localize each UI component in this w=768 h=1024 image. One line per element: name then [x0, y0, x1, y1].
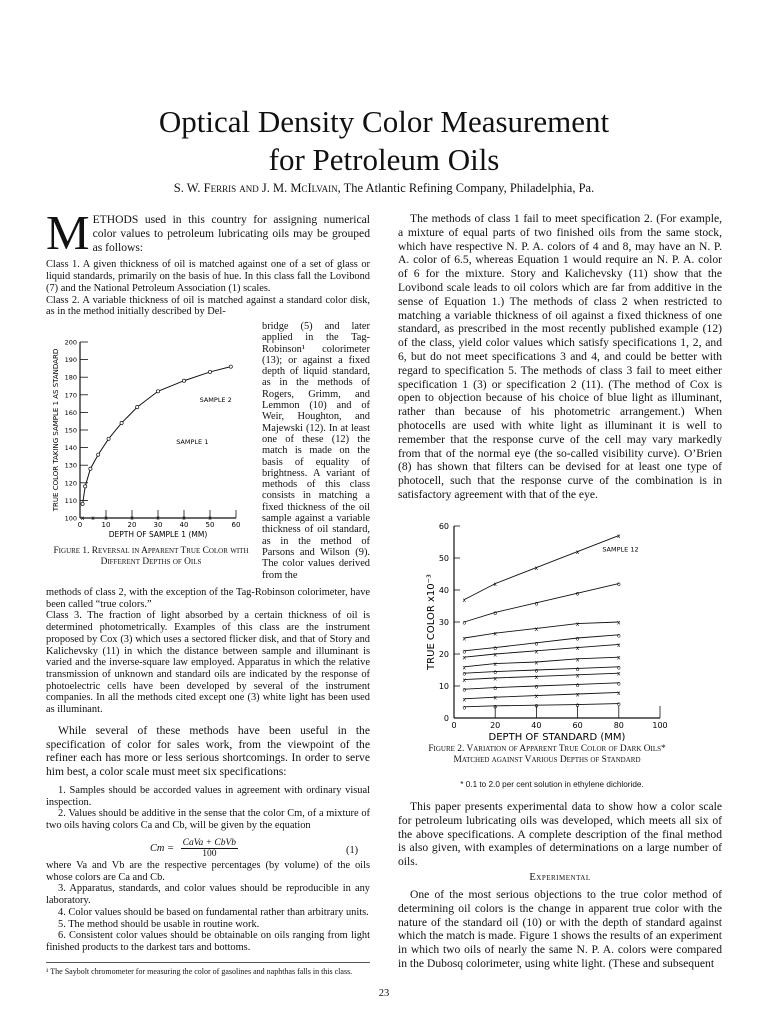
- series-point: o: [575, 665, 580, 673]
- series-point: x: [534, 565, 539, 573]
- equation-number: (1): [346, 845, 359, 856]
- sample-2-point: [182, 379, 185, 382]
- series-point: o: [616, 664, 621, 672]
- page-number: 23: [378, 988, 390, 999]
- sample-2-point: [89, 467, 92, 470]
- series-point: o: [493, 609, 498, 617]
- x-tick-label: 60: [572, 721, 583, 730]
- series-point: o: [462, 686, 467, 694]
- y-tick-label: 20: [438, 650, 449, 659]
- figure-2-chart: [420, 518, 670, 744]
- series-point: o: [462, 704, 467, 712]
- series-point: x: [617, 670, 621, 678]
- series-point: x: [462, 696, 467, 704]
- drop-cap: M: [46, 205, 90, 260]
- series-point: x: [617, 619, 621, 627]
- byline: [0, 181, 768, 196]
- y-tick-label: 130: [64, 461, 77, 470]
- series-point: o: [493, 703, 498, 711]
- authors: S. W. Ferris and J. M. McIlvain,: [173, 181, 341, 195]
- series-line: [464, 689, 621, 701]
- series-point: x: [575, 621, 580, 629]
- y-tick-label: 150: [64, 426, 77, 435]
- class2-paragraph-end: methods of class 2, with the exception of the Tag-Robinson colorimeter, have been called “true colors.”: [46, 587, 370, 610]
- figure-1-chart: [46, 330, 256, 544]
- series-point: o: [575, 590, 580, 598]
- sample-1-point: x: [104, 515, 108, 522]
- x-tick-label: 0: [77, 521, 83, 529]
- series-point: o: [493, 645, 498, 653]
- series-point: x: [617, 533, 621, 541]
- left-column-lower: [46, 587, 370, 832]
- y-tick-label: 160: [64, 408, 77, 417]
- wrap-paragraph: bridge (5) and later applied in the Tag-Robinson¹ colorimeter (13); or against a fixed depth of liquid standard, as in the methods of Rogers, Grimm, and Lemmon (10) and of Weir, Houghton, and Majewski (12). In at least one of these (12) the match is made on the basis of equality of brightness. A variant of methods of this class consists in matching a fixed thickness of the oil sample against a variable thickness of oil standard, as in the method of Parsons and Wilson (9). The color values derived from the: [262, 321, 370, 581]
- x-axis-label: DEPTH OF STANDARD (MM): [488, 732, 626, 743]
- left-column-specs: [46, 860, 370, 954]
- series-point: o: [462, 619, 467, 627]
- series-point: x: [493, 581, 497, 589]
- y-axis-label: TRUE COLOR TAKING SAMPLE 1 AS STANDARD: [52, 348, 60, 512]
- figure-2-note: * 0.1 to 2.0 per cent solution in ethylene dichloride.: [460, 780, 644, 789]
- sample-2-point: [120, 421, 123, 424]
- intro-paragraph: ETHODS used in this country for assigning numerical color values to petroleum lubricating oils may be grouped as follows:: [92, 213, 370, 254]
- y-tick-label: 120: [64, 479, 77, 488]
- series-line: [462, 654, 621, 667]
- equation: [150, 838, 238, 859]
- x-tick-label: 80: [613, 721, 624, 730]
- series-point: o: [534, 702, 539, 710]
- y-tick-label: 170: [64, 391, 77, 400]
- y-axis-label: TRUE COLOR x10⁻³: [426, 574, 437, 670]
- sample-1-point: x: [91, 515, 95, 522]
- x-tick-label: 20: [127, 521, 137, 529]
- sample-1-point: x: [130, 515, 134, 522]
- series-point: x: [534, 659, 539, 667]
- series-point: x: [534, 625, 539, 633]
- y-tick-label: 50: [438, 554, 449, 563]
- x-tick-label: 40: [531, 721, 542, 730]
- series-point: x: [575, 549, 580, 557]
- series-point: x: [493, 651, 497, 659]
- figure-2-caption: Figure 2. Variation of Apparent True Color of Dark Oils* Matched against Various Depths of Standard: [428, 744, 666, 765]
- x-tick-label: 100: [652, 721, 668, 730]
- spec-6: 6. Consistent color values should be obtainable on oils ranging from light finished products to the darkest tars and bottoms.: [46, 930, 370, 953]
- x-tick-label: 50: [205, 521, 215, 529]
- sample-1-point: x: [182, 515, 186, 522]
- x-tick-label: 40: [179, 521, 189, 529]
- equation-lhs: Cm =: [150, 843, 175, 854]
- equation-denominator: 100: [202, 849, 217, 859]
- title-line-1: Optical Density Color Measurement: [158, 104, 610, 139]
- series-point: o: [575, 702, 580, 710]
- series-line: [462, 619, 621, 638]
- x-tick-label: 10: [101, 521, 111, 529]
- y-tick-label: 200: [64, 338, 77, 347]
- section-heading: Experimental: [529, 872, 591, 883]
- series-point: o: [534, 683, 539, 691]
- spec-3: 3. Apparatus, standards, and color values should be reproducible in any laboratory.: [46, 883, 370, 907]
- series-point: x: [493, 661, 497, 669]
- series-point: x: [617, 689, 621, 697]
- title-line-2: for Petroleum Oils: [268, 142, 500, 177]
- series-point: x: [462, 664, 467, 672]
- series-line: [464, 536, 619, 600]
- spec-2: 2. Values should be additive in the sense that the color Cm, of a mixture of two oils having colors Ca and Cb, will be given by the equation: [46, 808, 370, 832]
- series-line: [462, 670, 621, 679]
- y-tick-label: 140: [64, 444, 77, 453]
- sample-2-point: [81, 502, 84, 505]
- sample-2-point: [97, 453, 100, 456]
- right-paragraph-3: One of the most serious objections to the true color method of determining oil colors is the change in apparent true color with the nature of the standard oil (10) or with the depth of standard against which the match is made. Figure 1 shows the results of an experiment in which two oils of nearly the same N. P. A. colors were compared in the Dubosq colorimeter, using white light. (These and subsequent: [398, 888, 722, 970]
- series-point: x: [575, 645, 580, 653]
- sample-12-label: SAMPLE 12: [602, 545, 639, 554]
- while-paragraph: While several of these methods have been useful in the specification of color for sales work, from the viewpoint of the refiner each has more or less serious shortcomings. In order to serve him best, a color scale must meet six specifications:: [46, 723, 370, 779]
- series-line: [464, 702, 619, 710]
- footnote: ¹ The Saybolt chromometer for measuring the color of gasolines and naphthas falls in this class.: [46, 962, 370, 977]
- series-point: o: [616, 632, 621, 640]
- spec-5: 5. The method should be usable in routine work.: [58, 918, 260, 930]
- class2-paragraph-start: Class 2. A variable thickness of oil is matched against a standard color disk, as in the method initially described by Del-: [46, 294, 370, 318]
- series-point: x: [617, 654, 621, 662]
- right-paragraph-1: The methods of class 1 fail to meet specification 2. (For example, a mixture of equal parts of two finished oils from the same stock, which have respective N. P. A. colors of 4 and 8, may have an N. P. A. color of 6.5, whereas Equation 1 would require an N. P. A. color of 6 for the mixture. Story and Kalichevsky (11) show that the Lovibond scale leads to oil colors which are far from additive in the sense of Equation 1.) The methods of class 2 when restricted to matching a variable thickness of oil against a fixed thickness of one standard, as prescribed in the most recently published example (12) of the class, yield color values which satisfy specifications 1, 2, and 6, but do not meet specifications 3 and 4, and could be better with regard to specification 5. The methods of class 3 fail to meet either specification 1 (3) or specification 2 (11). (The method of Cox is open to objection because of his choice of blue light as illuminant, rather than because of his photometric arrangement.) When photocells are used with white light as illuminant it is well to remember that the response curve of the cell may vary markedly from that of the normal eye (the so-called visibility curve). O’Brien (8) has shown that filters can be devised for at least one type of photocell, such that the response curve of the combination is in satisfactory agreement with that of the eye.: [398, 212, 722, 501]
- sample-2-point: [107, 437, 110, 440]
- y-tick-label: 180: [64, 373, 77, 382]
- sample-2-point: [156, 390, 159, 393]
- y-tick-label: 190: [64, 356, 77, 365]
- left-column: [46, 205, 370, 318]
- series-point: x: [493, 694, 497, 702]
- x-tick-label: 0: [451, 721, 457, 730]
- series-point: o: [616, 581, 621, 589]
- series-point: x: [534, 673, 539, 681]
- sample-1-point: x: [156, 515, 160, 522]
- series-line: [464, 635, 619, 651]
- sample-2-label: SAMPLE 2: [199, 395, 232, 404]
- series-point: x: [462, 597, 467, 605]
- sample-1-point: x: [208, 515, 212, 522]
- y-tick-label: 10: [438, 682, 449, 691]
- series-point: o: [616, 680, 621, 688]
- x-tick-label: 20: [490, 721, 501, 730]
- y-tick-label: 30: [438, 618, 449, 627]
- series-point: o: [462, 648, 467, 656]
- series-point: x: [462, 654, 467, 662]
- x-tick-label: 60: [231, 521, 241, 529]
- series-line: [464, 683, 619, 689]
- where-paragraph: where Va and Vb are the respective percentages (by volume) of the oils whose colors are Ca and Cb.: [46, 860, 370, 883]
- y-tick-label: 0: [443, 714, 449, 723]
- y-tick-label: 100: [64, 514, 77, 523]
- series-point: x: [575, 672, 580, 680]
- series-point: o: [534, 667, 539, 675]
- series-point: x: [534, 648, 539, 656]
- series-point: o: [493, 685, 498, 693]
- series-point: x: [575, 656, 580, 664]
- series-point: o: [575, 635, 580, 643]
- series-point: o: [575, 681, 580, 689]
- series-line: [464, 667, 619, 673]
- sample-2-curve: [83, 367, 231, 504]
- sample-2-point: [229, 365, 232, 368]
- series-point: x: [493, 675, 497, 683]
- sample-1-label: SAMPLE 1: [176, 438, 209, 447]
- series-point: o: [534, 600, 539, 608]
- sample-1-point: x: [80, 515, 85, 522]
- equation-numerator: CaVa + CbVb: [182, 838, 237, 848]
- figure-1-caption: Figure 1. Reversal in Apparent True Color with Different Depths of Oils: [53, 546, 249, 567]
- y-tick-label: 60: [438, 522, 449, 531]
- y-tick-label: 110: [64, 496, 77, 505]
- spec-1: 1. Samples should be accorded values in agreement with ordinary visual inspection.: [46, 784, 370, 808]
- y-tick-label: 40: [438, 586, 449, 595]
- class1-paragraph: Class 1. A given thickness of oil is matched against one of a set of glass or liquid standards, primarily on the basis of hue. In this class fall the Lovibond (7) and the National Petroleum Association (1) scales.: [46, 259, 370, 294]
- series-point: x: [534, 693, 539, 701]
- x-tick-label: 30: [153, 521, 163, 529]
- spec-4: 4. Color values should be based on fundamental rather than arbitrary units.: [58, 906, 369, 918]
- affiliation: The Atlantic Refining Company, Philadelphia, Pa.: [343, 181, 595, 195]
- sample-2-point: [136, 406, 139, 409]
- series-line: [464, 584, 619, 622]
- series-point: o: [616, 701, 621, 709]
- series-point: o: [534, 640, 539, 648]
- series-point: x: [575, 691, 580, 699]
- series-point: x: [462, 635, 467, 643]
- series-point: o: [462, 670, 467, 678]
- sample-2-point: [84, 485, 87, 488]
- series-point: o: [493, 669, 498, 677]
- x-axis-label: DEPTH OF SAMPLE 1 (MM): [108, 530, 208, 539]
- series-point: x: [493, 630, 497, 638]
- class3-paragraph: Class 3. The fraction of light absorbed by a certain thickness of oil is determined photometrically. Examples of this class are the instrument proposed by Cox (3) which uses a sectored flicker disk, and that of Story and Kalichevsky (11) in which the distance between sample and illuminant is varied and the inverse-square law employed. Apparatus in which the relative transmission of unknown and standard oils are indicated by the response of photoelectric cells have been developed by several of the instrument companies. In all the methods cited except one (3) white light has been used as illuminant.: [46, 610, 370, 716]
- sample-2-point: [208, 370, 211, 373]
- series-point: x: [462, 677, 467, 685]
- series-point: x: [617, 641, 621, 649]
- right-paragraph-2: This paper presents experimental data to show how a color scale for petroleum lubricating oils was developed, which meets all six of the above specifications. A complete description of the final method is also given, with examples of determinations on a large number of oils.: [398, 800, 722, 869]
- series-line: [464, 641, 621, 657]
